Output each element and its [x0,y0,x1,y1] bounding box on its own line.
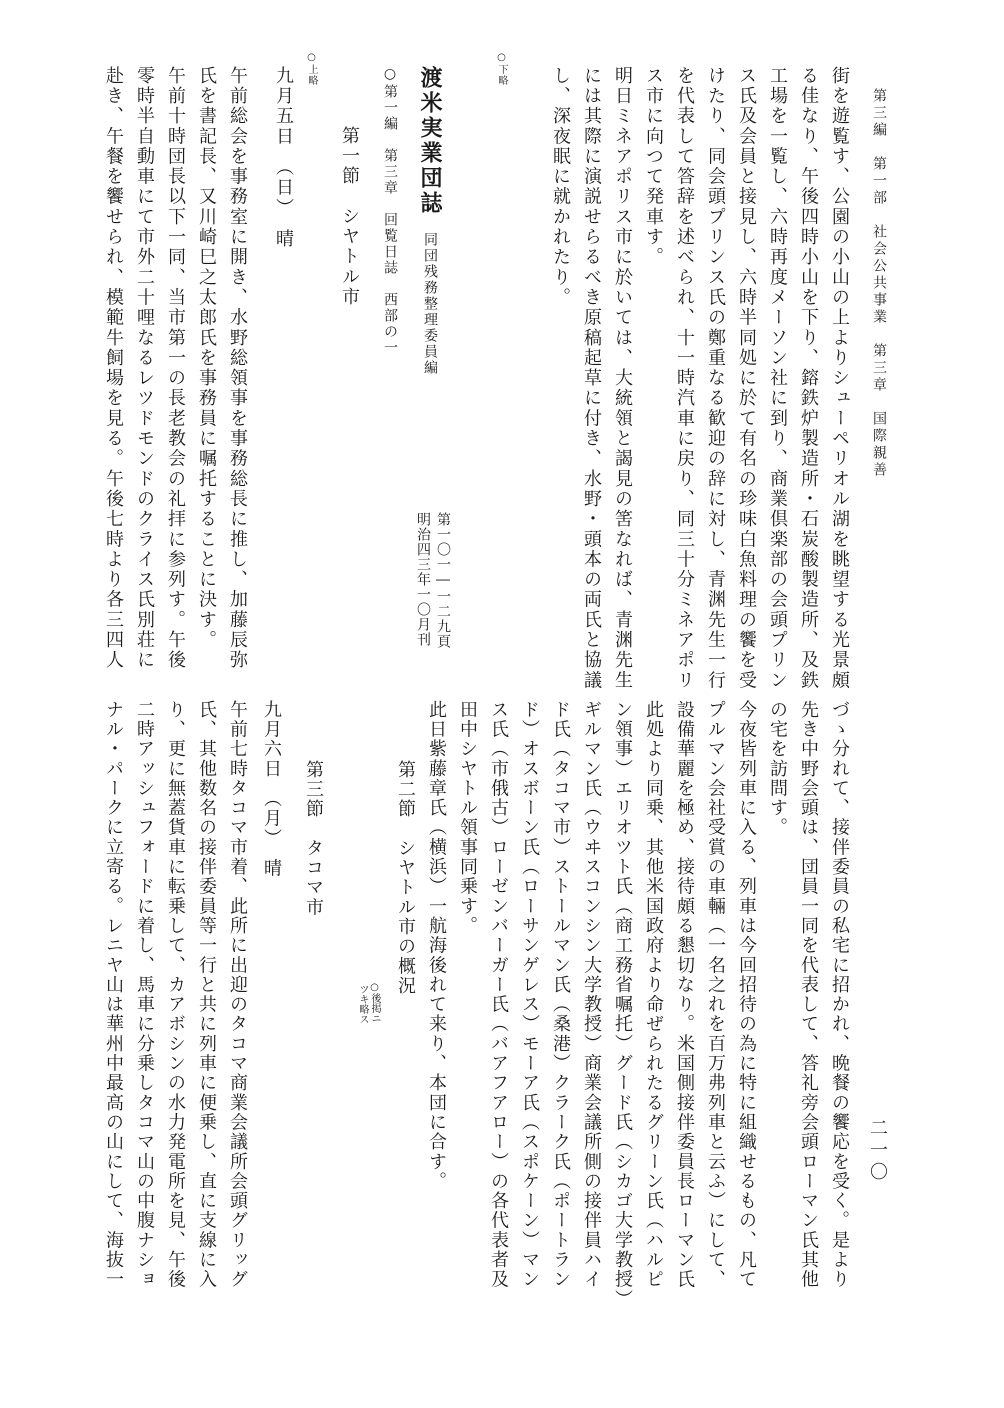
lower-line-7: 此処より同乗、其他米国政府より命ぜられたるグリーン氏（ハルピ [643,700,664,1290]
lower-line-5: プルマン会社受賞の車輛（一名之れを百万弗列車と云ふ）にして、 [705,700,726,1290]
lower2-line-4: 二時アッシュフォードに着し、馬車に分乗しタコマ山の中腹ナショ [134,700,155,1290]
section-path: ○第一編 第三章 回覧日誌 西部の一 [382,66,398,356]
upper2-line-2: 氏を書記長、又川崎巳之太郎氏を事務員に嘱托することに決す。 [196,66,217,651]
source-date: 明治四三年一〇月刊 [415,512,431,647]
source-pages: 第一〇一―一二九頁 [435,512,451,649]
upper-line-7: ス市に向つて発車す。 [643,66,664,268]
section-heading: 第一節 シヤトル市 [339,126,360,308]
page-number: 二一〇 [867,1118,888,1184]
running-head: 第三編 第一部 社会公共事業 第三章 国際親善 [871,88,887,479]
source-title: 渡米実業団誌 [417,66,443,216]
section2-note-a: ○後掲ニ [369,982,380,1023]
lower-line-10: ド氏（タコマ市）ストールマン氏（桑港）クラーク氏（ポートラン [550,700,571,1290]
upper-line-1: 街を遊覧す、公園の小山の上よりシューペリオル湖を眺望する光景頗 [829,66,850,691]
lower-line-14: 此日紫藤章氏（横浜）一航海後れて来り、本団に合す。 [426,700,447,1192]
section2-note [356,982,380,1024]
lower-line-1: づゝ分れて、接伴委員の私宅に招かれ、晩餐の饗応を受く。是より [829,700,850,1290]
lower-line-3: の宅を訪問す。 [767,700,788,838]
date-heading-sep6: 九月六日 （月） 晴 [261,700,282,879]
lower-line-6: 設備華麗を極め、接待頗る懇切なり。米国側接伴委員長ローマン氏 [674,700,695,1290]
lower2-line-1: 午前七時タコマ市着、此所に出迎のタコマ商業会議所会頭グリッグ [227,700,248,1290]
lower-line-9: ギルマン氏（ウヰスコンシン大学教授）商業会議所側の接伴員ハイ [581,700,602,1290]
upper-line-8: 明日ミネアポリス市に於いては、大統領と謁見の筈なれば、青渊先生 [612,66,633,691]
lower2-line-5: ナル・パークに立寄る。レニヤ山は華州中最高の山にして、海抜一 [103,700,124,1290]
upper2-line-1: 午前総会を事務室に開き、水野総領事を事務総長に推し、加藤辰弥 [227,66,248,671]
section3-heading: 第三節 タコマ市 [303,760,324,918]
lower-line-8: ン領事）エリオツト氏（商工務省嘱托）グード氏（シカゴ大学教授） [612,700,633,1310]
lower-line-11: ド）オスボーン氏（ローサンゲレス）モーア氏（スポケーン）マン [519,700,540,1290]
upper-line-6: を代表して答辞を述べられ、十一時汽車に戻り、同三十分ミネアポリ [674,66,695,691]
upper-line-3: 工場を一覧し、六時再度メーソン社に到り、商業倶楽部の会頭プリン [767,66,788,691]
lower-line-12: ス氏（市俄古）ローゼンバーガー氏（バアフアロー）の各代表者及 [488,700,509,1290]
lower2-line-2: 氏、其他数名の接伴委員等一行と共に列車に便乗し、直に支線に入 [196,700,217,1290]
upper-line-10: し、深夜眠に就かれたり。 [550,66,571,308]
upper-line-4: ス氏及会員と接見し、六時半同処に於て有名の珍味白魚料理の饗を受 [736,66,757,691]
upper-line-2: る佳なり、午後四時小山を下り、鎔鉄炉製造所・石炭酸製造所、及鉄 [798,66,819,691]
upper2-line-4: 零時半自動車にて市外二十哩なるレツドモンドのクライス氏別荘に [134,66,155,671]
date-heading-sep5: 九月五日 （日） 晴 [273,66,294,250]
lower-line-4: 今夜皆列車に入る、列車は今回招待の為に特に組織せるもの、凡て [736,700,757,1290]
upper2-line-5: 赴き、午餐を饗せられ、模範牛飼場を見る。午後七時より各三四人 [103,66,124,671]
omit-below-note: ○下略 [496,52,507,86]
omit-above-note: ○上略 [306,52,317,86]
section2-heading: 第二節 シヤトル市の概況 [395,760,416,996]
upper-line-5: けたり、同会頭プリンス氏の鄭重なる歓迎の辞に対し、青渊先生一行 [705,66,726,691]
lower2-line-3: り、更に無蓋貨車に転乗して、カアボシンの水力発電所を見、午後 [165,700,186,1290]
source-editor: 同団残務整理委員編 [422,232,438,376]
section2-note-b: ツキ略ス [357,984,368,1024]
upper-line-9: には其際に演説せらるべき原稿起草に付き、水野・頭本の両氏と協議 [581,66,602,691]
upper2-line-3: 午前十時団長以下一同、当市第一の長老教会の礼拝に参列す。午後 [165,66,186,671]
lower-line-2: 先き中野会頭は、団員一同を代表して、答礼旁会頭ローマン氏其他 [798,700,819,1290]
lower-line-13: 田中シヤトル領事同乗す。 [457,700,478,936]
